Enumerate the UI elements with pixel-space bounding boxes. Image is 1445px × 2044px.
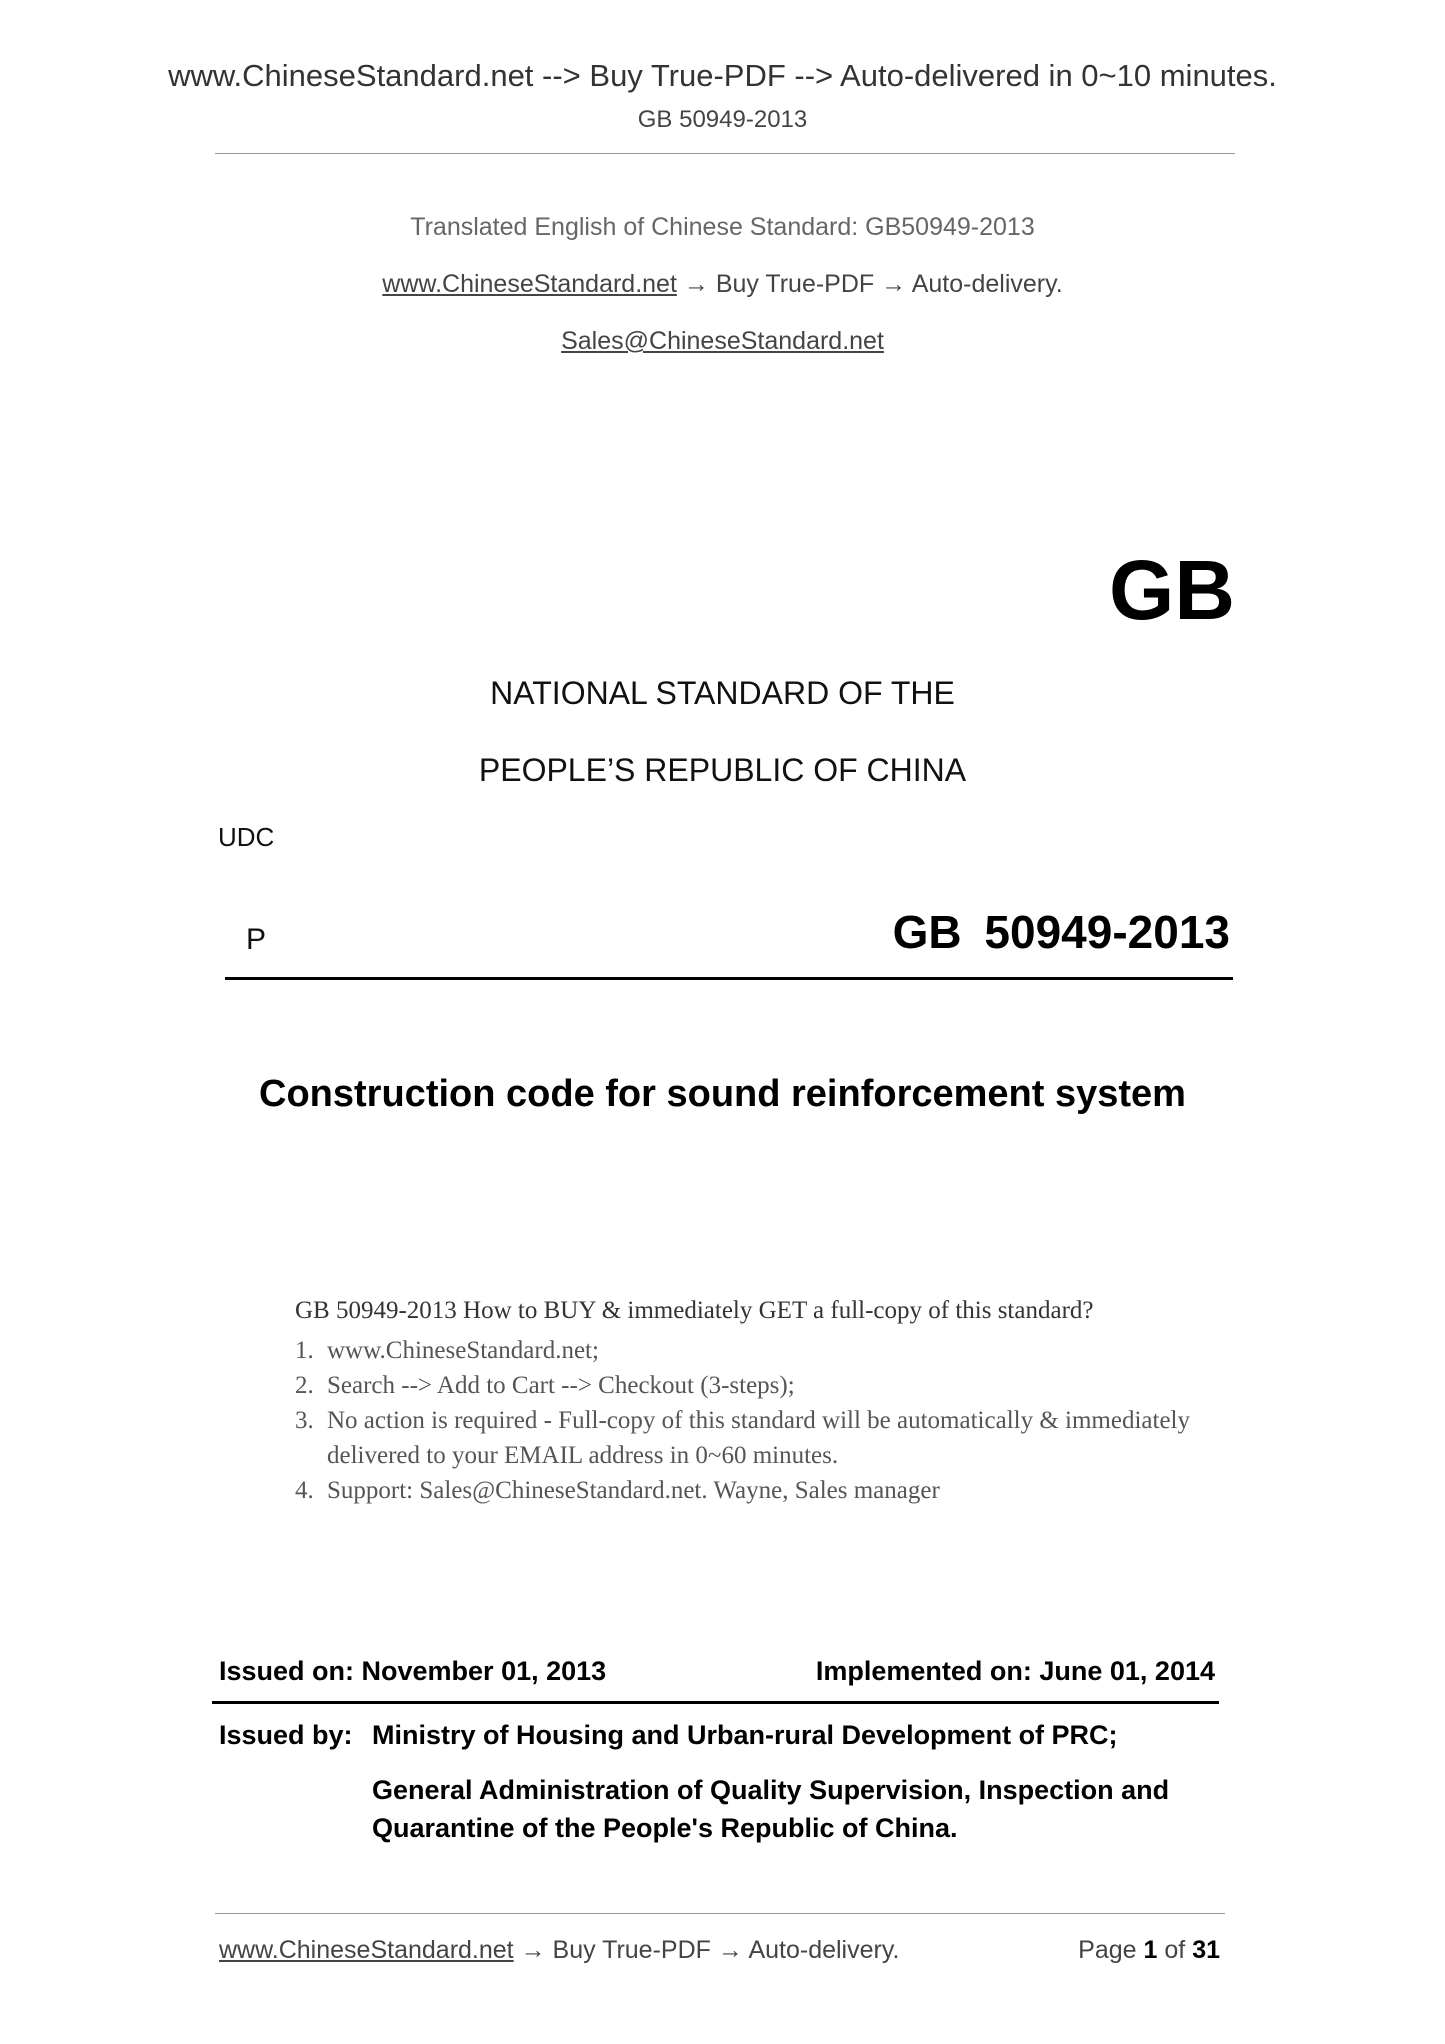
udc-label: UDC — [218, 822, 275, 852]
auto-delivery-text: Auto-delivery. — [911, 270, 1063, 298]
buy-step — [295, 1368, 1195, 1403]
arrow-right-icon: → — [881, 270, 907, 298]
footer-delivery-text: Auto-delivery. — [748, 1936, 900, 1964]
footer-link-line — [219, 1936, 899, 1965]
buy-step — [295, 1473, 1195, 1508]
footer-divider — [215, 1913, 1225, 1914]
header-divider — [215, 153, 1235, 154]
national-standard-line-2: PEOPLE’S REPUBLIC OF CHINA — [478, 752, 967, 788]
arrow-right-icon: → — [717, 1936, 743, 1964]
buy-heading: GB 50949-2013 How to BUY & immediately GET a full-copy of this standard? — [295, 1297, 1094, 1324]
site-link[interactable]: www.ChineseStandard.net — [382, 270, 677, 298]
page-current: 1 — [1143, 1936, 1158, 1964]
issued-on: Issued on: November 01, 2013 — [219, 1656, 607, 1686]
implemented-on: Implemented on: June 01, 2014 — [815, 1656, 1215, 1686]
title-divider — [225, 977, 1233, 980]
document-title: Construction code for sound reinforcement system — [259, 1073, 1186, 1115]
page-indicator — [960, 1936, 1220, 1965]
buy-step — [295, 1333, 1195, 1368]
issuer-ministry: Ministry of Housing and Urban-rural Development of PRC; — [372, 1720, 1118, 1750]
page-total: 31 — [1192, 1936, 1220, 1964]
page-of: of — [1164, 1936, 1186, 1964]
gb-mark: GB — [1109, 543, 1235, 637]
step-text: www.ChineseStandard.net; — [327, 1337, 599, 1364]
translated-note: Translated English of Chinese Standard: GB50949-2013 — [410, 213, 1035, 241]
top-banner: www.ChineseStandard.net --> Buy True-PDF --> Auto-delivered in 0~10 minutes. — [168, 58, 1277, 93]
header-standard-code: GB 50949-2013 — [637, 106, 808, 133]
issuer-aqsiq: General Administration of Quality Supervision, Inspection and Quarantine of the People's Republic of China. — [372, 1775, 1170, 1843]
footer-buy-text: Buy True-PDF — [552, 1936, 711, 1964]
footer-site-link[interactable]: www.ChineseStandard.net — [219, 1936, 514, 1964]
buy-step — [295, 1403, 1195, 1473]
arrow-right-icon: → — [520, 1936, 546, 1964]
step-number: 4. — [295, 1477, 314, 1504]
page-prefix: Page — [1078, 1936, 1137, 1964]
step-number: 3. — [295, 1407, 314, 1434]
national-standard-line-1: NATIONAL STANDARD OF THE — [490, 675, 955, 711]
standard-number: GB 50949-2013 — [892, 906, 1230, 958]
step-text: Search --> Add to Cart --> Checkout (3-steps); — [327, 1372, 795, 1399]
issue-divider — [212, 1701, 1219, 1704]
step-number: 1. — [295, 1337, 314, 1364]
buy-instructions — [295, 1297, 1195, 1508]
email-line — [0, 327, 1445, 356]
step-text: No action is required - Full-copy of this standard will be automatically & immediately delivered to your EMAIL address in 0~60 minutes. — [327, 1407, 1190, 1469]
buy-true-pdf-text: Buy True-PDF — [715, 270, 875, 298]
intro-link-line — [0, 270, 1445, 299]
p-label: P — [246, 923, 267, 956]
sales-email-link[interactable]: Sales@ChineseStandard.net — [561, 327, 884, 355]
step-number: 2. — [295, 1372, 314, 1399]
issued-by-label: Issued by: — [219, 1720, 353, 1750]
step-text: Support: Sales@ChineseStandard.net. Wayne, Sales manager — [327, 1477, 940, 1504]
arrow-right-icon: → — [683, 270, 709, 298]
